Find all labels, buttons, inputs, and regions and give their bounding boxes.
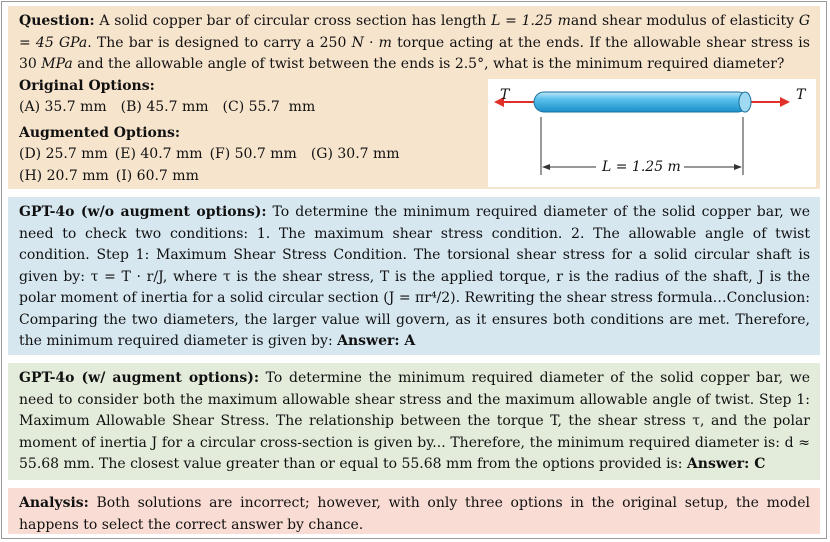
- option-f: (F) 50.7 mm: [209, 146, 297, 162]
- gpt-with-augment-panel: [8, 363, 820, 480]
- question-text-3: . The bar is designed to carry a 250: [87, 34, 352, 51]
- question-text-2: and shear modulus of elasticity: [570, 13, 799, 29]
- dim-arrow-right-icon: [734, 164, 742, 170]
- original-options-heading: Original Options:: [19, 77, 155, 94]
- option-c: (C) 55.7 mm: [222, 99, 316, 115]
- bar-end-face: [739, 92, 751, 112]
- option-b: (B) 45.7 mm: [120, 99, 209, 115]
- question-panel: [8, 6, 820, 189]
- figure-frame: [1, 1, 827, 539]
- question-text-5: and the allowable angle of twist between the ends is 2.5°, what is the minimum required diameter?: [72, 56, 785, 72]
- question-text: [19, 11, 810, 76]
- torque-label-right: T: [796, 87, 806, 103]
- option-d: (D) 25.7 mm: [19, 146, 108, 162]
- gpt-without-augment-panel: [8, 197, 820, 355]
- length-label: L = 1.25 m: [602, 159, 681, 175]
- right-arrowhead-icon: [780, 97, 790, 107]
- length-expression: L = 1.25 m: [491, 13, 571, 29]
- question-label: Question:: [19, 13, 95, 29]
- stress-unit: MPa: [41, 56, 73, 72]
- gpt-without-answer: Answer: A: [337, 333, 416, 349]
- option-h: (H) 20.7 mm: [19, 167, 109, 184]
- option-i: (I) 60.7 mm: [115, 167, 199, 184]
- augmented-options-heading: Augmented Options:: [19, 124, 181, 141]
- option-a: (A) 35.7 mm: [19, 99, 107, 115]
- torque-unit: N · m: [351, 34, 392, 51]
- analysis-text: Both solutions are incorrect; however, with only three options in the original setup, the model happens to select the correct answer by chance.: [19, 495, 810, 533]
- copper-bar: [534, 92, 748, 112]
- gpt-without-text: To determine the minimum required diameter of the solid copper bar, we need to check two conditions: 1. The maximum shear stress condition. 2. The allowable angle of twist condition. Step 1: Maximum Shear Stress Condition. The torsional shear stress for a solid circular shaft is given by: τ = T · r/J, where τ is the shear stress, T is the applied torque, r is the radius of the shaft, J is the polar moment of inertia for a solid circular section (J = πr⁴/2). Rewriting the shear stress formula…Conclusion: Comparing the two diameters, the larger value will govern, as it ensures both conditions are met. Therefore, the minimum required diameter is given by:: [19, 204, 810, 349]
- option-g: (G) 30.7 mm: [310, 146, 400, 162]
- analysis-label: Analysis:: [19, 495, 89, 511]
- question-text-4: torque acting at the ends. If the allowable shear stress is 30: [19, 34, 810, 72]
- gpt-with-text: To determine the minimum required diameter of the solid copper bar, we need to consider both the maximum allowable shear stress and the maximum allowable angle of twist. Step 1: Maximum Allowable Shear Stress. The relationship between the torque T, the shear stress τ, and the polar moment of inertia J for a circular cross-section is given by... Therefore, the minimum required diameter is: d ≈ 55.68 mm. The closest value greater than or equal to 55.68 mm from the options provided is:: [19, 370, 810, 472]
- option-e: (E) 40.7 mm: [114, 146, 203, 162]
- gpt-with-answer: Answer: C: [686, 456, 766, 472]
- dim-arrow-left-icon: [542, 164, 550, 170]
- gpt-with-label: GPT-4o (w/ augment options):: [19, 370, 260, 386]
- analysis-panel: [8, 488, 820, 534]
- torque-label-left: T: [500, 87, 510, 103]
- gpt-without-label: GPT-4o (w/o augment options):: [19, 204, 267, 220]
- question-text-1: A solid copper bar of circular cross section has length: [99, 13, 492, 29]
- modulus-expression: G = 45 GPa: [19, 13, 810, 51]
- bar-figure: [488, 79, 816, 187]
